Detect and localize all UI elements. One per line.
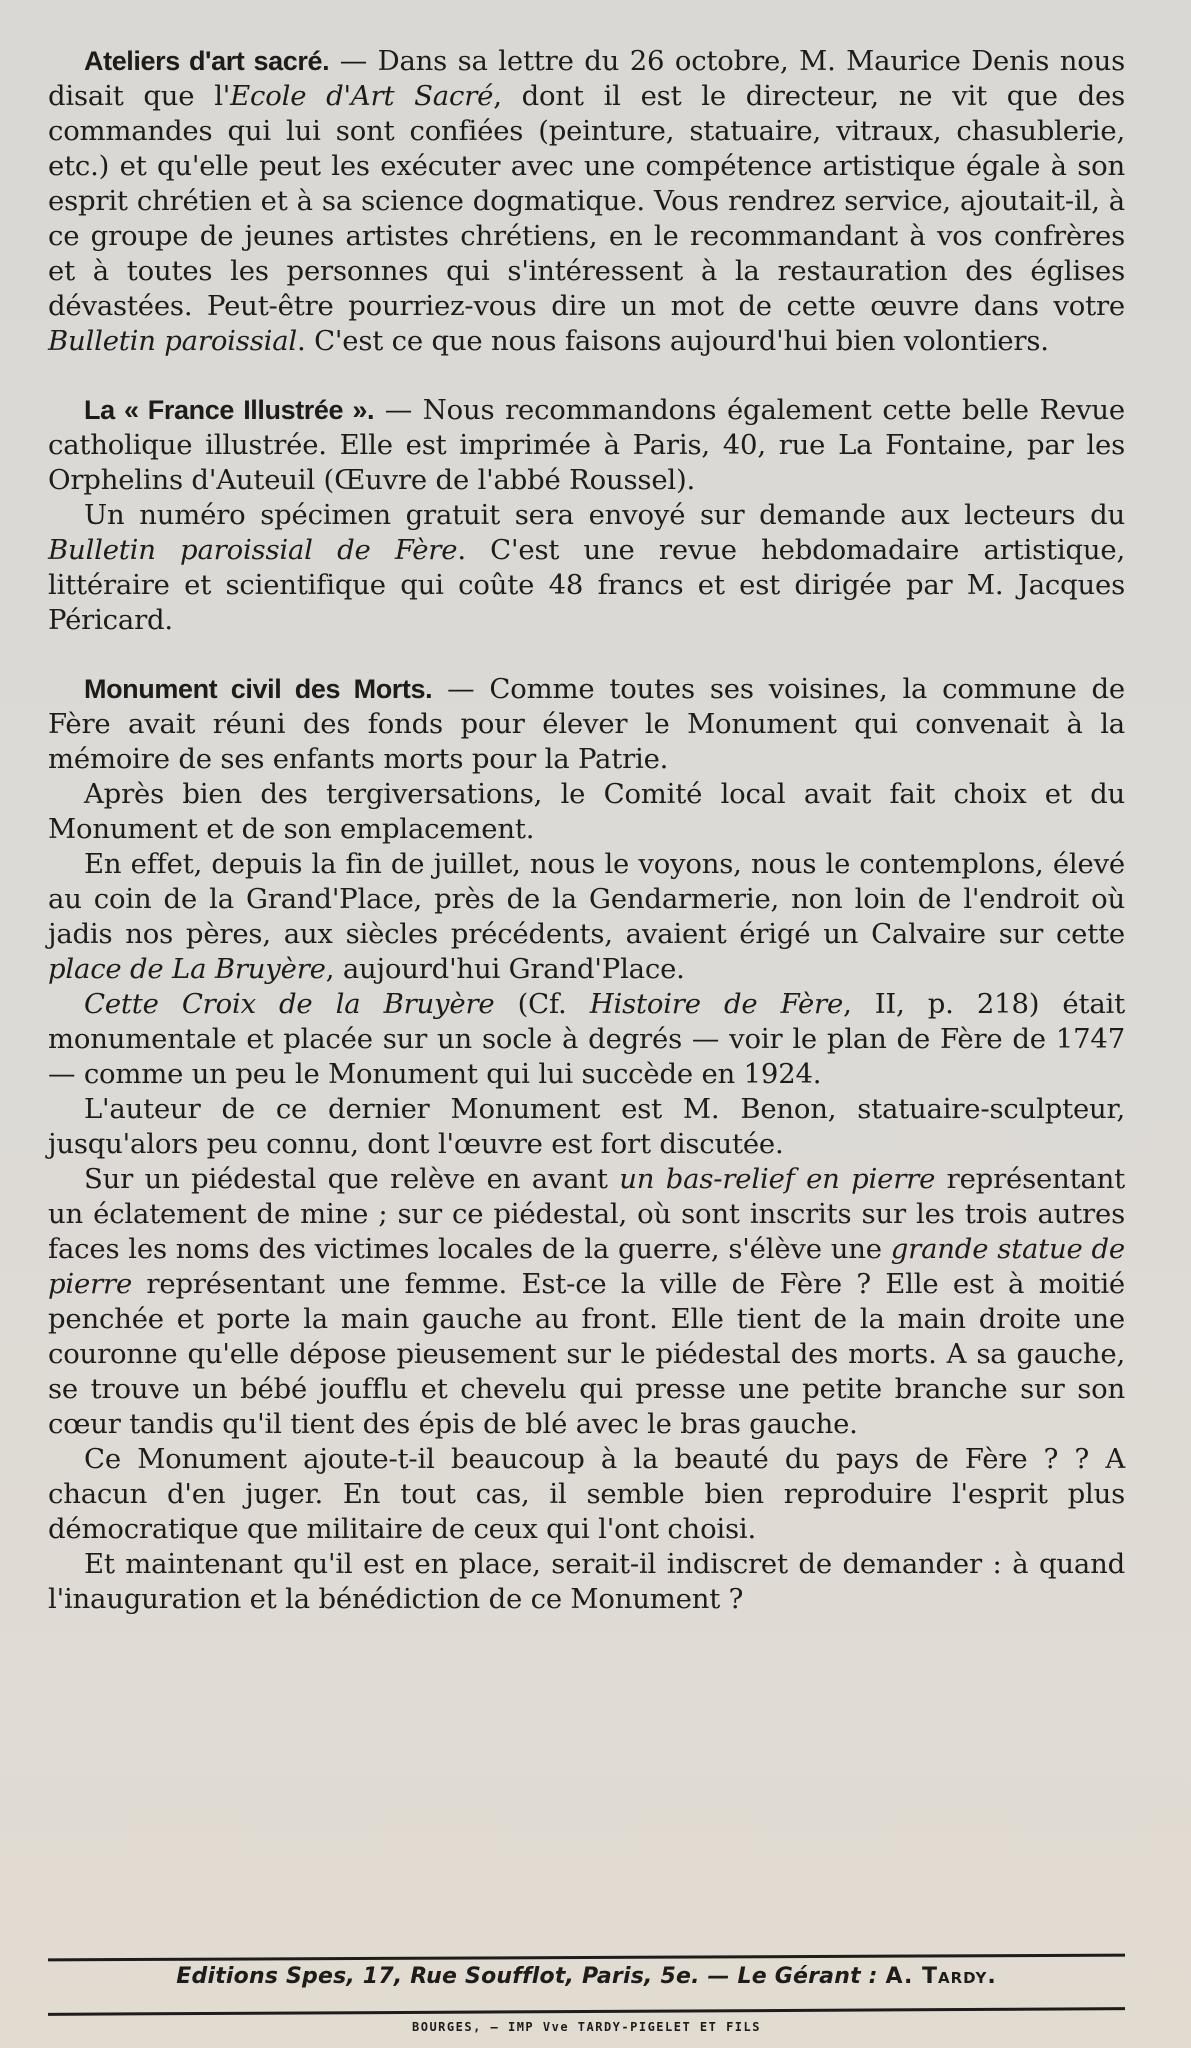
footer-publisher-line [48,1964,1125,1989]
paragraph [48,1092,1125,1162]
text-run: , aujourd'hui Grand'Place. [325,953,685,985]
text-run: , II, p. 218) était monumentale et placée sur un socle à degrés — voir le plan de Fère de 1747 — comme un peu le Monument qui lui succède en 1924. [48,988,1125,1090]
article-body [48,44,1125,1651]
italic-text: place de La Bruyère [48,953,326,985]
text-run: . C'est ce que nous faisons aujourd'hui bien volontiers. [297,325,1049,357]
section-lead-paragraph [48,393,1125,498]
text-run: , dont il est le directeur, ne vit que des commandes qui lui sont confiées (peinture, statuaire, vitraux, chasublerie, etc.) et qu'elle peut les exécuter avec une compétence artistique égale à son esprit chrétien et à sa science dogmatique. Vous rendrez service, ajoutait-il, à ce groupe de jeunes artistes chrétiens, en le recommandant à vos confrères et à toutes les personnes qui s'intéressent à la restauration des églises dévastées. Peut-être pourriez-vous dire un mot de cette œuvre dans votre [48,80,1125,322]
italic-text: Ecole d'Art Sacré [230,80,494,112]
paragraph [48,1442,1125,1547]
text-run: représentant un éclatement de mine ; sur ce piédestal, où sont inscrits sur les trois autres faces les noms des victimes locales de la guerre, s'élève une [48,1163,1126,1265]
printer-imprint: BOURGES, — IMP Vve TARDY-PIGELET ET FILS [412,2020,761,2034]
section-lead-paragraph [48,44,1125,359]
section-heading: Ateliers d'art sacré. [84,46,330,76]
italic-text: Bulletin paroissial de Fère [48,534,458,566]
text-run: — Comme toutes ses voisines, la commune de Fère avait réuni des fonds pour élever le Monument qui convenait à la mémoire de ses enfants morts pour la Patrie. [48,673,1126,775]
text-run: Sur un piédestal que relève en avant [84,1163,620,1195]
section-lead-paragraph [48,672,1125,777]
italic-text: un bas-relief en pierre [619,1163,936,1195]
paragraph [48,498,1125,638]
text-run: — Dans sa lettre du 26 octobre, M. Maurice Denis nous disait que l' [48,45,1125,112]
text-run: Ce Monument ajoute-t-il beaucoup à la beauté du pays de Fère ? ? A chacun d'en juger. En tout cas, il semble bien reproduire l'esprit plus démocratique que militaire de ceux qui l'ont choisi. [48,1443,1125,1545]
footer-manager: A. Tardy. [885,1964,997,1989]
text-run: représentant une femme. Est-ce la ville de Fère ? Elle est à moitié penchée et porte la main gauche au front. Elle tient de la main droite une couronne qu'elle dépose pieusement sur le piédestal des morts. A sa gauche, se trouve un bébé joufflu et chevelu qui presse une petite branche sur son cœur tandis qu'il tient des épis de blé avec le bras gauche. [48,1268,1125,1440]
italic-text: Cette Croix de la Bruyère [84,988,495,1020]
italic-text: Histoire de Fère [589,988,844,1020]
italic-text: grande statue de pierre [48,1233,1125,1300]
section-france-illustree [48,393,1125,638]
paragraph [48,777,1125,847]
section-heading: Monument civil des Morts. [84,674,433,704]
paragraph [48,987,1125,1092]
footer-publisher: Editions Spes, 17, Rue Soufflot, Paris, 5e. — Le Gérant : [176,1964,886,1989]
paragraph [48,847,1125,987]
text-run: . C'est une revue hebdomadaire artistique, littéraire et scientifique qui coûte 48 francs et est dirigée par M. Jacques Péricard. [48,534,1125,636]
text-run: Après bien des tergiversations, le Comité local avait fait choix et du Monument et de son emplacement. [48,778,1125,845]
paragraph [48,1547,1125,1617]
text-run: (Cf. [494,988,590,1020]
text-run: En effet, depuis la fin de juillet, nous le voyons, nous le contemplons, élevé au coin de la Grand'Place, près de la Gendarmerie, non loin de l'endroit où jadis nos pères, aux siècles précédents, avaient érigé un Calvaire sur cette [48,848,1125,950]
text-run: Et maintenant qu'il est en place, serait-il indiscret de demander : à quand l'inauguration et la bénédiction de ce Monument ? [48,1548,1125,1615]
footer-rule-top [48,1954,1125,1962]
paragraph [48,1162,1125,1442]
text-run: — Nous recommandons également cette belle Revue catholique illustrée. Elle est imprimée à Paris, 40, rue La Fontaine, par les Orphelins d'Auteuil (Œuvre de l'abbé Roussel). [48,394,1125,496]
text-run: Un numéro spécimen gratuit sera envoyé sur demande aux lecteurs du [84,499,1125,531]
text-run: L'auteur de ce dernier Monument est M. Benon, statuaire-sculpteur, jusqu'alors peu connu, dont l'œuvre est fort discutée. [48,1093,1125,1160]
footer-rule-bottom [48,2007,1125,2016]
section-heading: La « France Illustrée ». [84,395,375,425]
italic-text: Bulletin paroissial [48,325,297,357]
section-ateliers-art-sacre [48,44,1125,359]
section-monument-civil-des-morts [48,672,1125,1617]
